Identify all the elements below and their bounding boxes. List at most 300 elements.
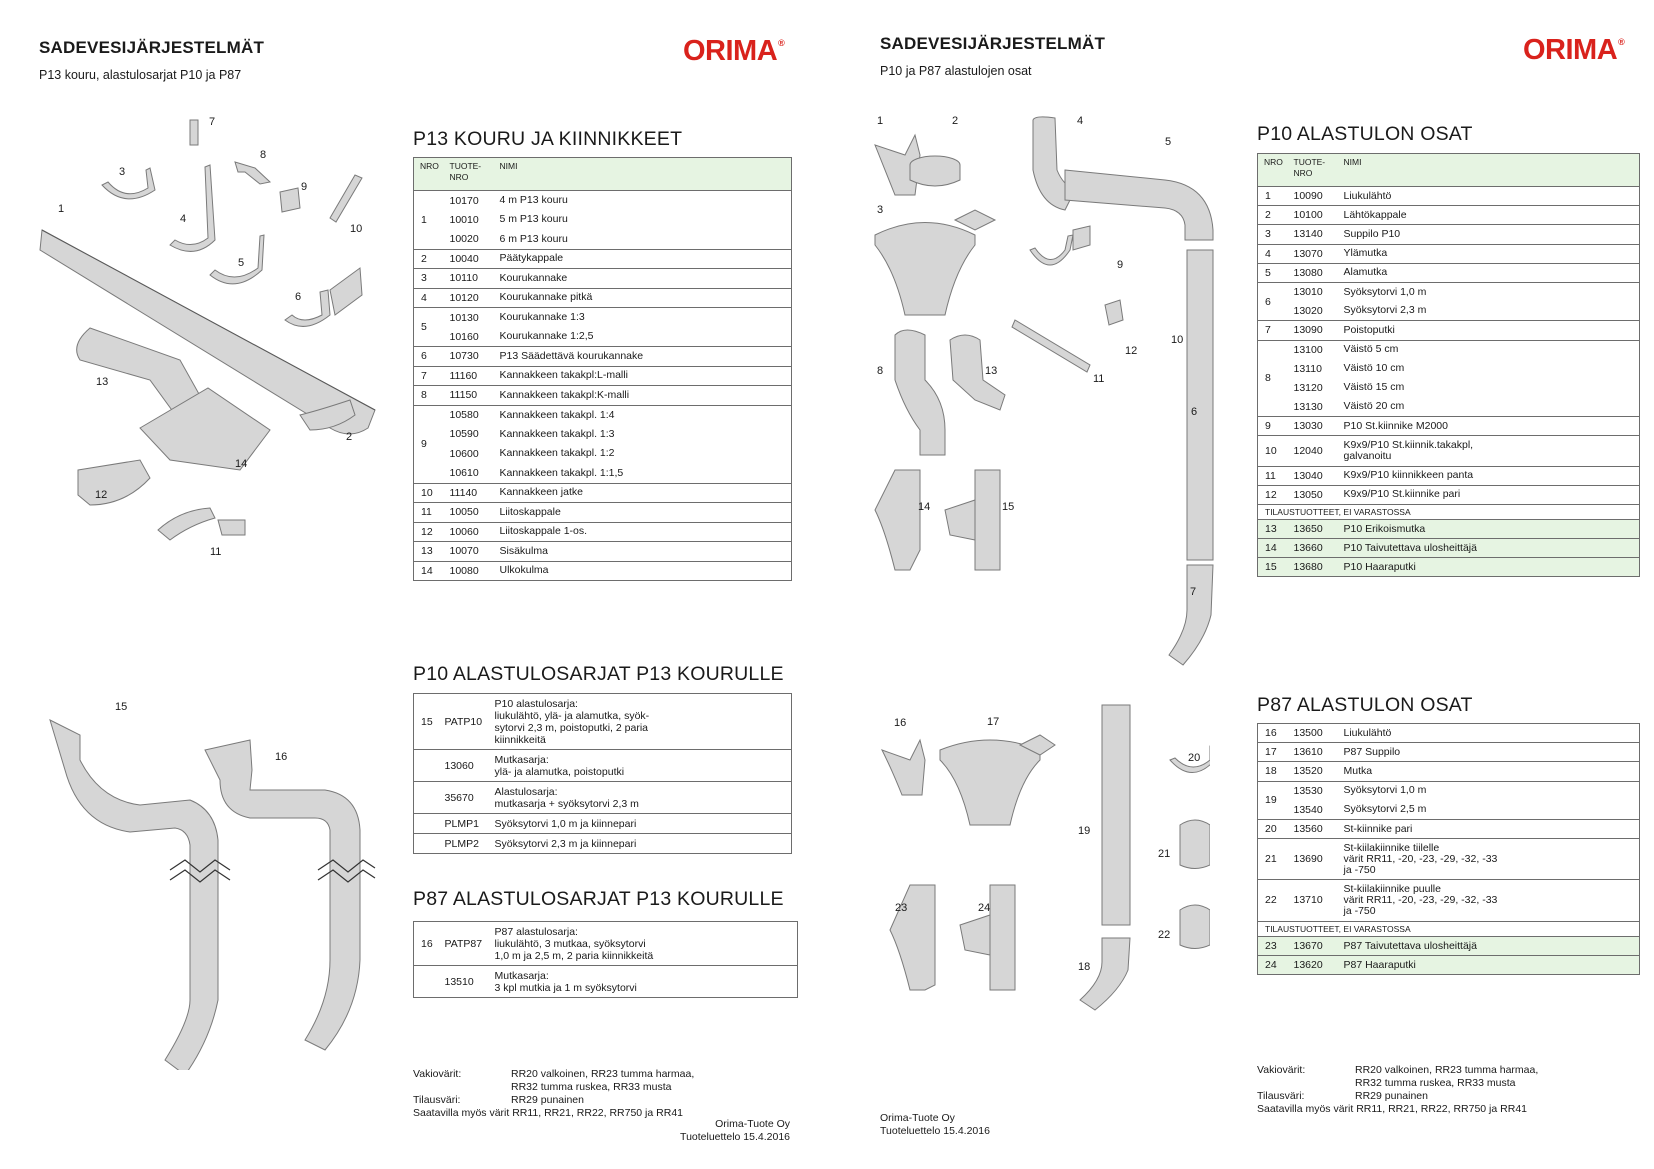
cell-nro: 3 <box>1258 225 1291 244</box>
left-footer <box>650 1118 790 1144</box>
cell-product-code: 13030 <box>1291 417 1341 436</box>
cell-nro: 15 <box>414 694 442 750</box>
cell-set-code: 13510 <box>442 966 492 998</box>
illus-label-4: 4 <box>1077 115 1084 127</box>
p10-part-12 <box>1073 226 1090 250</box>
cell-nro: 15 <box>1258 558 1291 577</box>
table-row <box>1258 321 1640 340</box>
illus-label-21: 21 <box>1158 848 1171 860</box>
p10-part-6 <box>1187 250 1213 560</box>
illus-label-24: 24 <box>978 902 991 914</box>
p10-part-3 <box>875 223 975 316</box>
p87-part-18 <box>1080 938 1130 1010</box>
cell-nro: 1 <box>1258 187 1291 206</box>
illus-label-13: 13 <box>985 365 998 377</box>
table-row <box>414 464 792 484</box>
cell-nro: 18 <box>1258 762 1291 781</box>
description-line: liukulähtö, ylä- ja alamutka, syök- <box>494 709 650 722</box>
table-row <box>414 966 798 998</box>
cell-product-code: 13100 <box>1293 343 1323 356</box>
p87-part-22 <box>1180 905 1210 949</box>
cell-product-name: St-kiinnike pari <box>1341 819 1640 838</box>
illus-label-13: 13 <box>96 376 109 388</box>
cell-set-code: 35670 <box>442 782 492 814</box>
cell-nro: 23 <box>1258 936 1291 955</box>
cell-nro: 4 <box>1258 244 1291 263</box>
cell-set-description <box>492 694 792 750</box>
table-row <box>414 542 792 562</box>
cell-product-code: 13010 <box>1293 286 1323 299</box>
cell-product-code: 10100 <box>1291 206 1341 225</box>
cell-product-code: 10090 <box>1291 187 1341 206</box>
illus-label-22: 22 <box>1158 929 1171 941</box>
table-row <box>414 561 792 581</box>
std-colors-line1: RR20 valkoinen, RR23 tumma harmaa, <box>511 1068 695 1080</box>
std-colors-line2: RR32 tumma ruskea, RR33 musta <box>1355 1077 1516 1089</box>
cell-product-code: 13610 <box>1291 743 1341 762</box>
table-row <box>1258 244 1640 263</box>
cell-product-name: 6 m P13 kouru <box>497 230 792 250</box>
cell-product-code: 13500 <box>1291 724 1341 743</box>
gutter-part-6 <box>285 290 330 326</box>
cell-nro: 19 <box>1258 781 1291 819</box>
table-p10-downpipe-sets <box>413 693 792 854</box>
cell-nro: 17 <box>1258 743 1291 762</box>
description-line: P10 alastulosarja: <box>494 697 578 710</box>
table-row <box>414 503 792 523</box>
cell-nro: 8 <box>1258 340 1291 417</box>
right-footer <box>880 1112 990 1138</box>
table-row <box>1258 936 1640 955</box>
table-row <box>1258 417 1640 436</box>
table-p87-downpipe-sets <box>413 921 798 998</box>
cell-product-name: Kannakkeen jatke <box>497 483 792 503</box>
cell-product-code: 13560 <box>1291 819 1341 838</box>
right-p87-parts-illustration <box>880 700 1210 1060</box>
left-orima-logo <box>683 35 784 68</box>
cell-product-name: Syöksytorvi 2,5 m <box>1341 800 1640 819</box>
cell-product-name: P87 Haaraputki <box>1341 955 1640 974</box>
gutter-part-7 <box>190 120 198 145</box>
table-row <box>414 288 792 308</box>
table-row <box>1258 762 1640 781</box>
cell-product-code: 13110 <box>1293 362 1322 375</box>
illus-label-9: 9 <box>301 181 308 193</box>
left-downpipe-sets-illustration <box>40 700 380 1070</box>
footer-catalog-date: Tuoteluettelo 15.4.2016 <box>680 1131 790 1143</box>
illus-label-5: 5 <box>238 257 245 269</box>
illus-label-16: 16 <box>275 751 288 763</box>
section-title-p87-sets: P87 ALASTULOSARJAT P13 KOURULLE <box>413 888 784 910</box>
left-color-info <box>413 1068 813 1120</box>
cell-product-code: 13080 <box>1291 263 1341 282</box>
p87-part-21 <box>1180 820 1210 869</box>
cell-product-name: 5 m P13 kouru <box>499 213 568 226</box>
cell-nro: 9 <box>1258 417 1291 436</box>
cell-product-name: 4 m P13 kouru <box>499 194 568 206</box>
table-row <box>414 814 792 834</box>
cell-set-description <box>492 782 792 814</box>
cell-product-code: 10120 <box>447 288 497 308</box>
cell-nro: 14 <box>1258 539 1291 558</box>
table-p10-parts <box>1257 153 1640 577</box>
p87-part-16 <box>882 740 925 795</box>
downpipe-set-16 <box>205 740 360 1050</box>
cell-nro <box>414 814 442 834</box>
illus-label-11: 11 <box>210 546 222 558</box>
cell-product-name: Kourukannake 1:3 <box>499 311 585 323</box>
col-header-nimi: NIMI <box>1341 154 1640 187</box>
table-row <box>414 522 792 542</box>
p87-part-23 <box>890 885 935 990</box>
description-line: mutkasarja + syöksytorvi 2,3 m <box>494 797 639 810</box>
gutter-part-11 <box>158 508 215 540</box>
gutter-part-4 <box>170 165 215 251</box>
cell-nro: 16 <box>1258 724 1291 743</box>
cell-product-code: 13650 <box>1291 520 1341 539</box>
p10-part-9 <box>1030 235 1073 265</box>
also-available-colors: Saatavilla myös värit RR11, RR21, RR22, RR750 ja RR41 <box>1257 1103 1527 1115</box>
illus-label-14: 14 <box>918 501 931 513</box>
cell-product-name: K9x9/P10 St.kiinnike pari <box>1341 485 1640 504</box>
p10-part-7 <box>1169 565 1213 665</box>
illus-label-14: 14 <box>235 458 248 470</box>
cell-product-name: P10 Erikoismutka <box>1341 520 1640 539</box>
table-row <box>1258 485 1640 504</box>
table-row <box>1258 206 1640 225</box>
table-row <box>414 366 792 386</box>
also-available-colors: Saatavilla myös värit RR11, RR21, RR22, RR750 ja RR41 <box>413 1107 683 1119</box>
cell-nro: 12 <box>1258 485 1291 504</box>
cell-nro: 5 <box>1258 263 1291 282</box>
p10-part-8 <box>895 330 945 455</box>
gutter-part-5 <box>210 235 264 284</box>
illus-label-6: 6 <box>1191 406 1198 418</box>
illus-label-23: 23 <box>895 902 908 914</box>
cell-set-description <box>492 814 792 834</box>
gutter-part-3 <box>102 168 155 199</box>
table-row <box>1258 955 1640 974</box>
cell-product-code: 13660 <box>1291 539 1341 558</box>
illus-label-10: 10 <box>1171 334 1184 346</box>
section-title-p13-gutter: P13 KOURU JA KIINNIKKEET <box>413 128 683 150</box>
illus-label-7: 7 <box>1190 586 1197 598</box>
illus-label-3: 3 <box>877 204 884 216</box>
illus-label-15: 15 <box>1002 501 1015 513</box>
cell-product-name: Kourukannake <box>497 269 792 289</box>
table-row <box>1258 539 1640 558</box>
cell-nro: 8 <box>414 386 447 406</box>
order-note: TILAUSTUOTTEET, EI VARASTOSSA <box>1258 505 1640 520</box>
col-header-nro: NRO <box>414 158 447 191</box>
cell-product-name: St-kiilakiinnike tiilelle värit RR11, -20, -23, -29, -32, -33 ja -750 <box>1341 839 1640 880</box>
cell-product-name: Syöksytorvi 1,0 m <box>1343 784 1427 797</box>
table-row <box>1258 378 1640 397</box>
illus-label-15: 15 <box>115 701 128 713</box>
cell-nro: 2 <box>1258 206 1291 225</box>
cell-nro <box>414 966 442 998</box>
illus-label-2: 2 <box>346 431 353 443</box>
illus-label-6: 6 <box>295 291 302 303</box>
description-line: Mutkasarja: <box>494 969 549 982</box>
order-note-row <box>1258 921 1640 936</box>
table-row <box>414 347 792 367</box>
table-p13-gutter-parts <box>413 157 792 581</box>
cell-product-code: 10610 <box>447 464 497 484</box>
cell-product-name: Väistö 15 cm <box>1343 381 1405 394</box>
cell-product-code: 13050 <box>1291 485 1341 504</box>
cell-product-code: 10110 <box>447 269 497 289</box>
cell-product-name: Kannakkeen takakpl:K-malli <box>497 386 792 406</box>
cell-product-code: 11150 <box>447 386 497 406</box>
cell-product-code: 13520 <box>1291 762 1341 781</box>
cell-product-code: 13140 <box>1291 225 1341 244</box>
table-row <box>414 782 792 814</box>
table-row <box>414 750 792 782</box>
cell-nro: 6 <box>1258 282 1291 320</box>
cell-product-code: 13020 <box>1291 302 1341 321</box>
cell-product-code: 10080 <box>447 561 497 581</box>
cell-product-name: Liitoskappale <box>497 503 792 523</box>
cell-product-code: 10040 <box>447 249 497 269</box>
cell-nro: 7 <box>414 366 447 386</box>
cell-nro: 22 <box>1258 880 1291 921</box>
right-p10-parts-illustration <box>865 110 1235 670</box>
right-orima-logo <box>1523 34 1624 67</box>
std-colors-line2: RR32 tumma ruskea, RR33 musta <box>511 1081 672 1093</box>
cell-set-description <box>492 750 792 782</box>
gutter-part-12 <box>78 460 150 505</box>
cell-product-code: 10050 <box>447 503 497 523</box>
cell-set-code: PATP10 <box>442 694 492 750</box>
cell-set-code: PATP87 <box>442 922 492 966</box>
table-row <box>1258 398 1640 417</box>
table-row <box>1258 558 1640 577</box>
cell-nro <box>414 782 442 814</box>
cell-product-code: 11140 <box>447 483 497 503</box>
cell-product-name: P87 Suppilo <box>1341 743 1640 762</box>
table-row <box>414 191 792 211</box>
cell-product-code: 13710 <box>1291 880 1341 921</box>
cell-product-code: 10160 <box>447 327 497 347</box>
table-row <box>414 386 792 406</box>
table-row <box>1258 282 1640 301</box>
table-row <box>1258 225 1640 244</box>
cell-nro: 21 <box>1258 839 1291 880</box>
cell-product-code: 11160 <box>447 366 497 386</box>
right-color-info <box>1257 1064 1647 1116</box>
cell-product-name: Poistoputki <box>1341 321 1640 340</box>
cell-product-code: 13530 <box>1293 784 1323 797</box>
section-title-p10-sets: P10 ALASTULOSARJAT P13 KOURULLE <box>413 663 784 685</box>
p10-part-15 <box>975 470 1000 570</box>
cell-product-name: Väistö 5 cm <box>1343 343 1399 356</box>
illus-label-9: 9 <box>1117 259 1124 271</box>
cell-product-name: Syöksytorvi 1,0 m <box>1343 285 1427 298</box>
p87-part-17 <box>940 740 1040 825</box>
cell-nro <box>414 834 442 854</box>
order-note: TILAUSTUOTTEET, EI VARASTOSSA <box>1258 921 1640 936</box>
cell-set-code: PLMP1 <box>442 814 492 834</box>
cell-nro: 4 <box>414 288 447 308</box>
table-row <box>414 210 792 230</box>
description-line: Syöksytorvi 2,3 m ja kiinnepari <box>494 837 637 850</box>
cell-product-name: Kannakkeen takakpl. 1:4 <box>499 408 615 421</box>
cell-product-name: Syöksytorvi 2,3 m <box>1341 302 1640 321</box>
illus-label-12: 12 <box>95 489 108 501</box>
order-color-value: RR29 punainen <box>511 1094 584 1106</box>
cell-nro: 16 <box>414 922 442 966</box>
cell-product-name: Kannakkeen takakpl. 1:2 <box>499 447 615 460</box>
cell-product-name: Kannakkeen takakpl:L-malli <box>497 366 792 386</box>
illus-label-18: 18 <box>1078 961 1091 973</box>
cell-product-name: Mutka <box>1341 762 1640 781</box>
illus-label-5: 5 <box>1165 136 1172 148</box>
table-row <box>1258 839 1640 880</box>
cell-product-name: P10 St.kiinnike M2000 <box>1341 417 1640 436</box>
p10-part-11 <box>1012 320 1090 372</box>
description-line: kiinnikkeitä <box>494 733 546 746</box>
cell-product-name: K9x9/P10 kiinnikkeen panta <box>1341 466 1640 485</box>
cell-nro: 13 <box>414 542 447 562</box>
cell-nro: 13 <box>1258 520 1291 539</box>
cell-product-code: 13680 <box>1291 558 1341 577</box>
p87-part-24 <box>990 885 1015 990</box>
table-row <box>414 834 792 854</box>
cell-nro: 11 <box>414 503 447 523</box>
table-row <box>414 922 798 966</box>
right-page-title: SADEVESIJÄRJESTELMÄT <box>880 34 1106 53</box>
logo-mark: ® <box>778 38 785 48</box>
table-row <box>414 694 792 750</box>
cell-product-code: 13620 <box>1291 955 1341 974</box>
table-row <box>1258 436 1640 466</box>
col-header-tuote: TUOTE- NRO <box>1291 154 1341 187</box>
cell-set-code: 13060 <box>442 750 492 782</box>
cell-set-description <box>492 922 798 966</box>
cell-nro: 10 <box>1258 436 1291 466</box>
section-title-p10-parts: P10 ALASTULON OSAT <box>1257 123 1473 145</box>
footer-company: Orima-Tuote Oy <box>715 1118 790 1130</box>
cell-nro: 10 <box>414 483 447 503</box>
table-row <box>1258 340 1640 359</box>
cell-product-name: Päätykappale <box>497 249 792 269</box>
cell-nro: 24 <box>1258 955 1291 974</box>
cell-product-name: Kannakkeen takakpl. 1:1,5 <box>497 464 792 484</box>
cell-product-code: 13120 <box>1293 381 1323 394</box>
table-row <box>414 269 792 289</box>
downpipe-set-15 <box>50 720 218 1070</box>
description-line: Alastulosarja: <box>494 785 558 798</box>
illus-label-11: 11 <box>1093 373 1105 385</box>
cell-product-name: Liitoskappale 1-os. <box>497 522 792 542</box>
gutter-part-10 <box>330 175 362 222</box>
table-row <box>1258 359 1640 378</box>
cell-product-code: 10580 <box>449 409 479 421</box>
cell-product-code: 10010 <box>449 213 479 226</box>
illus-label-4: 4 <box>180 213 187 225</box>
table-row <box>414 249 792 269</box>
table-row <box>1258 880 1640 921</box>
footer-company: Orima-Tuote Oy <box>880 1112 955 1124</box>
description-line: sytorvi 2,3 m, poistoputki, 2 paria <box>494 721 648 734</box>
illus-label-16: 16 <box>894 717 907 729</box>
cell-set-description <box>492 834 792 854</box>
table-row <box>1258 187 1640 206</box>
order-color-value: RR29 punainen <box>1355 1090 1428 1102</box>
description-line: Mutkasarja: <box>494 753 549 766</box>
p87-part-19 <box>1102 705 1130 925</box>
left-page-title: SADEVESIJÄRJESTELMÄT <box>39 38 265 57</box>
table-row <box>1258 743 1640 762</box>
illus-label-1: 1 <box>877 115 884 127</box>
cell-nro: 14 <box>414 561 447 581</box>
table-row <box>1258 520 1640 539</box>
cell-product-name: Väistö 10 cm <box>1343 362 1405 375</box>
col-header-tuote: TUOTE- NRO <box>447 158 497 191</box>
logo-text: ORIMA <box>1523 34 1618 66</box>
illus-label-20: 20 <box>1188 752 1201 764</box>
col-header-nro: NRO <box>1258 154 1291 187</box>
col-header-nimi: NIMI <box>497 158 792 191</box>
cell-product-code: 10590 <box>449 428 479 441</box>
description-line: ylä- ja alamutka, poistoputki <box>494 765 625 778</box>
section-title-p87-parts: P87 ALASTULON OSAT <box>1257 694 1473 716</box>
description-line: 1,0 m ja 2,5 m, 2 paria kiinnikkeitä <box>494 949 654 962</box>
cell-product-name: P10 Taivutettava ulosheittäjä <box>1341 539 1640 558</box>
cell-product-name: P13 Säädettävä kourukannake <box>497 347 792 367</box>
gutter-part-8 <box>235 162 270 184</box>
description-line: P87 alastulosarja: <box>494 925 578 938</box>
cell-nro: 2 <box>414 249 447 269</box>
illus-label-19: 19 <box>1078 825 1091 837</box>
table-row <box>414 308 792 328</box>
cell-nro: 11 <box>1258 466 1291 485</box>
illus-label-10: 10 <box>350 223 363 235</box>
cell-nro <box>414 750 442 782</box>
illus-label-12: 12 <box>1125 345 1138 357</box>
illus-label-2: 2 <box>952 115 959 127</box>
table-p87-parts <box>1257 723 1640 975</box>
cell-product-code: 10170 <box>449 194 479 207</box>
cell-product-code: 13040 <box>1291 466 1341 485</box>
order-note-row <box>1258 505 1640 520</box>
illus-label-7: 7 <box>209 116 216 128</box>
table-row <box>414 327 792 347</box>
cell-product-code: 13540 <box>1291 800 1341 819</box>
footer-catalog-date: Tuoteluettelo 15.4.2016 <box>880 1125 990 1137</box>
table-row <box>1258 466 1640 485</box>
cell-product-name: Kannakkeen takakpl. 1:3 <box>499 427 615 440</box>
logo-text: ORIMA <box>683 35 778 67</box>
cell-product-code: 13130 <box>1291 398 1341 417</box>
p10-part-14 <box>875 470 920 570</box>
cell-set-code: PLMP2 <box>442 834 492 854</box>
cell-nro: 20 <box>1258 819 1291 838</box>
cell-product-name: K9x9/P10 St.kiinnik.takakpl, galvanoitu <box>1341 436 1640 466</box>
left-gutter-parts-illustration <box>30 110 400 600</box>
cell-product-code: 10020 <box>447 230 497 250</box>
cell-nro: 1 <box>414 191 447 250</box>
p10-part-10 <box>1105 300 1123 325</box>
cell-product-name: Liukulähtö <box>1341 724 1640 743</box>
cell-set-description <box>492 966 798 998</box>
order-color-label: Tilausväri: <box>413 1094 461 1106</box>
cell-product-name: Ulkokulma <box>497 561 792 581</box>
gutter-part-14 <box>140 388 270 470</box>
cell-product-name: Suppilo P10 <box>1341 225 1640 244</box>
std-colors-label: Vakiovärit: <box>413 1068 462 1080</box>
